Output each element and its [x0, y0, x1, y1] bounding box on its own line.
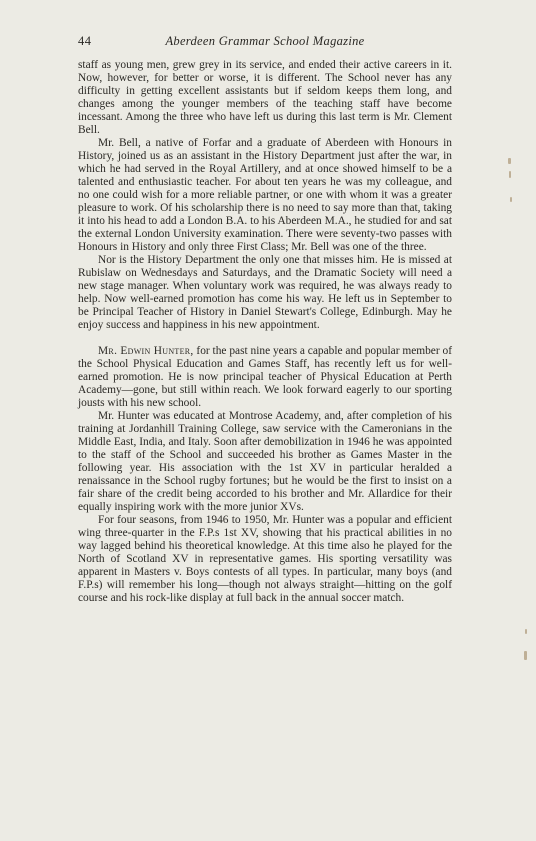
paragraph-bell-career: Mr. Bell, a native of Forfar and a graduate of Aberdeen with Honours in History, joined us as an assistant in the History Department just after the war, in which he had served in the Royal Artillery, and at once showed himself to be a talented and enthusiastic teacher. For about ten years he was my colleague, and no one could wish for a more reliable partner, or one with whom it was a greater pleasure to work. Of his scholarship there is no need to say more than that, taking it into his head to add a London B.A. to his Aberdeen M.A., he studied for and sat the external London University examination. There were seventy-two passes with Honours in History and only three First Class; Mr. Bell was one of the three. [78, 137, 452, 253]
hunter-name-smallcaps: Mr. Edwin Hunter, [98, 345, 194, 357]
paragraph-continuation: staff as young men, grew grey in its service, and ended their active careers in it. Now, however, for better or worse, it is different. The School never has any difficulty in getting excellent assistants but if seldom keeps them long, and changes among the younger members of the teaching staff have become incessant. Among the three who have left us during this last term is Mr. Clement Bell. [78, 59, 452, 136]
paragraph-hunter-intro [78, 345, 452, 410]
paper-speck [509, 171, 511, 178]
running-title: Aberdeen Grammar School Magazine [165, 34, 365, 48]
paper-speck [524, 651, 527, 660]
paragraph-hunter-sport: For four seasons, from 1946 to 1950, Mr. Hunter was a popular and efficient wing three-quarter in the F.P.s 1st XV, showing that his practical abilities in no way lagged behind his theoretical knowledge. At this time also he played for the North of Scotland XV in representative games. His sporting versatility was apparent in Masters v. Boys contests of all types. In particular, many boys (and F.P.s) will remember his long—though not always straight—hitting on the golf course and his rock-like display at full back in the annual soccer match. [78, 514, 452, 604]
paper-speck [508, 158, 511, 164]
paragraph-hunter-education: Mr. Hunter was educated at Montrose Academy, and, after completion of his training at Jordanhill Training College, saw service with the Cameronians in the Middle East, India, and Italy. Soon after demobilization in 1946 he was appointed to the staff of the School and succeeded his brother as Games Master in the following year. His association with the 1st XV in particular heralded a renaissance in the School rugby fortunes; but he would be the first to insist on a fair share of the credit being accorded to his brother and Mr. Allardice for their equally inspiring work with the more junior XVs. [78, 410, 452, 513]
page-header [78, 34, 452, 50]
paragraph-bell-departure: Nor is the History Department the only one that misses him. He is missed at Rubislaw on Wednesdays and Saturdays, and the Dramatic Society will need a new stage manager. When voluntary work was required, he was always ready to help. Now well-earned promotion has come his way. He left us in September to be Principal Teacher of History in Daniel Stewart's College, Edinburgh. May he enjoy success and happiness in his new appointment. [78, 254, 452, 331]
paper-speck [510, 197, 512, 202]
paper-speck [525, 629, 527, 634]
hunter-intro-text: for the past nine years a capable and popular member of the School Physical Education and Games Staff, has recently left us for well-earned promotion. He is now principal teacher of Physical Education at Perth Academy—gone, but still within reach. We look forward eagerly to our sporting jousts with his new school. [78, 345, 452, 409]
page-number: 44 [78, 34, 92, 48]
article-body [78, 59, 452, 605]
